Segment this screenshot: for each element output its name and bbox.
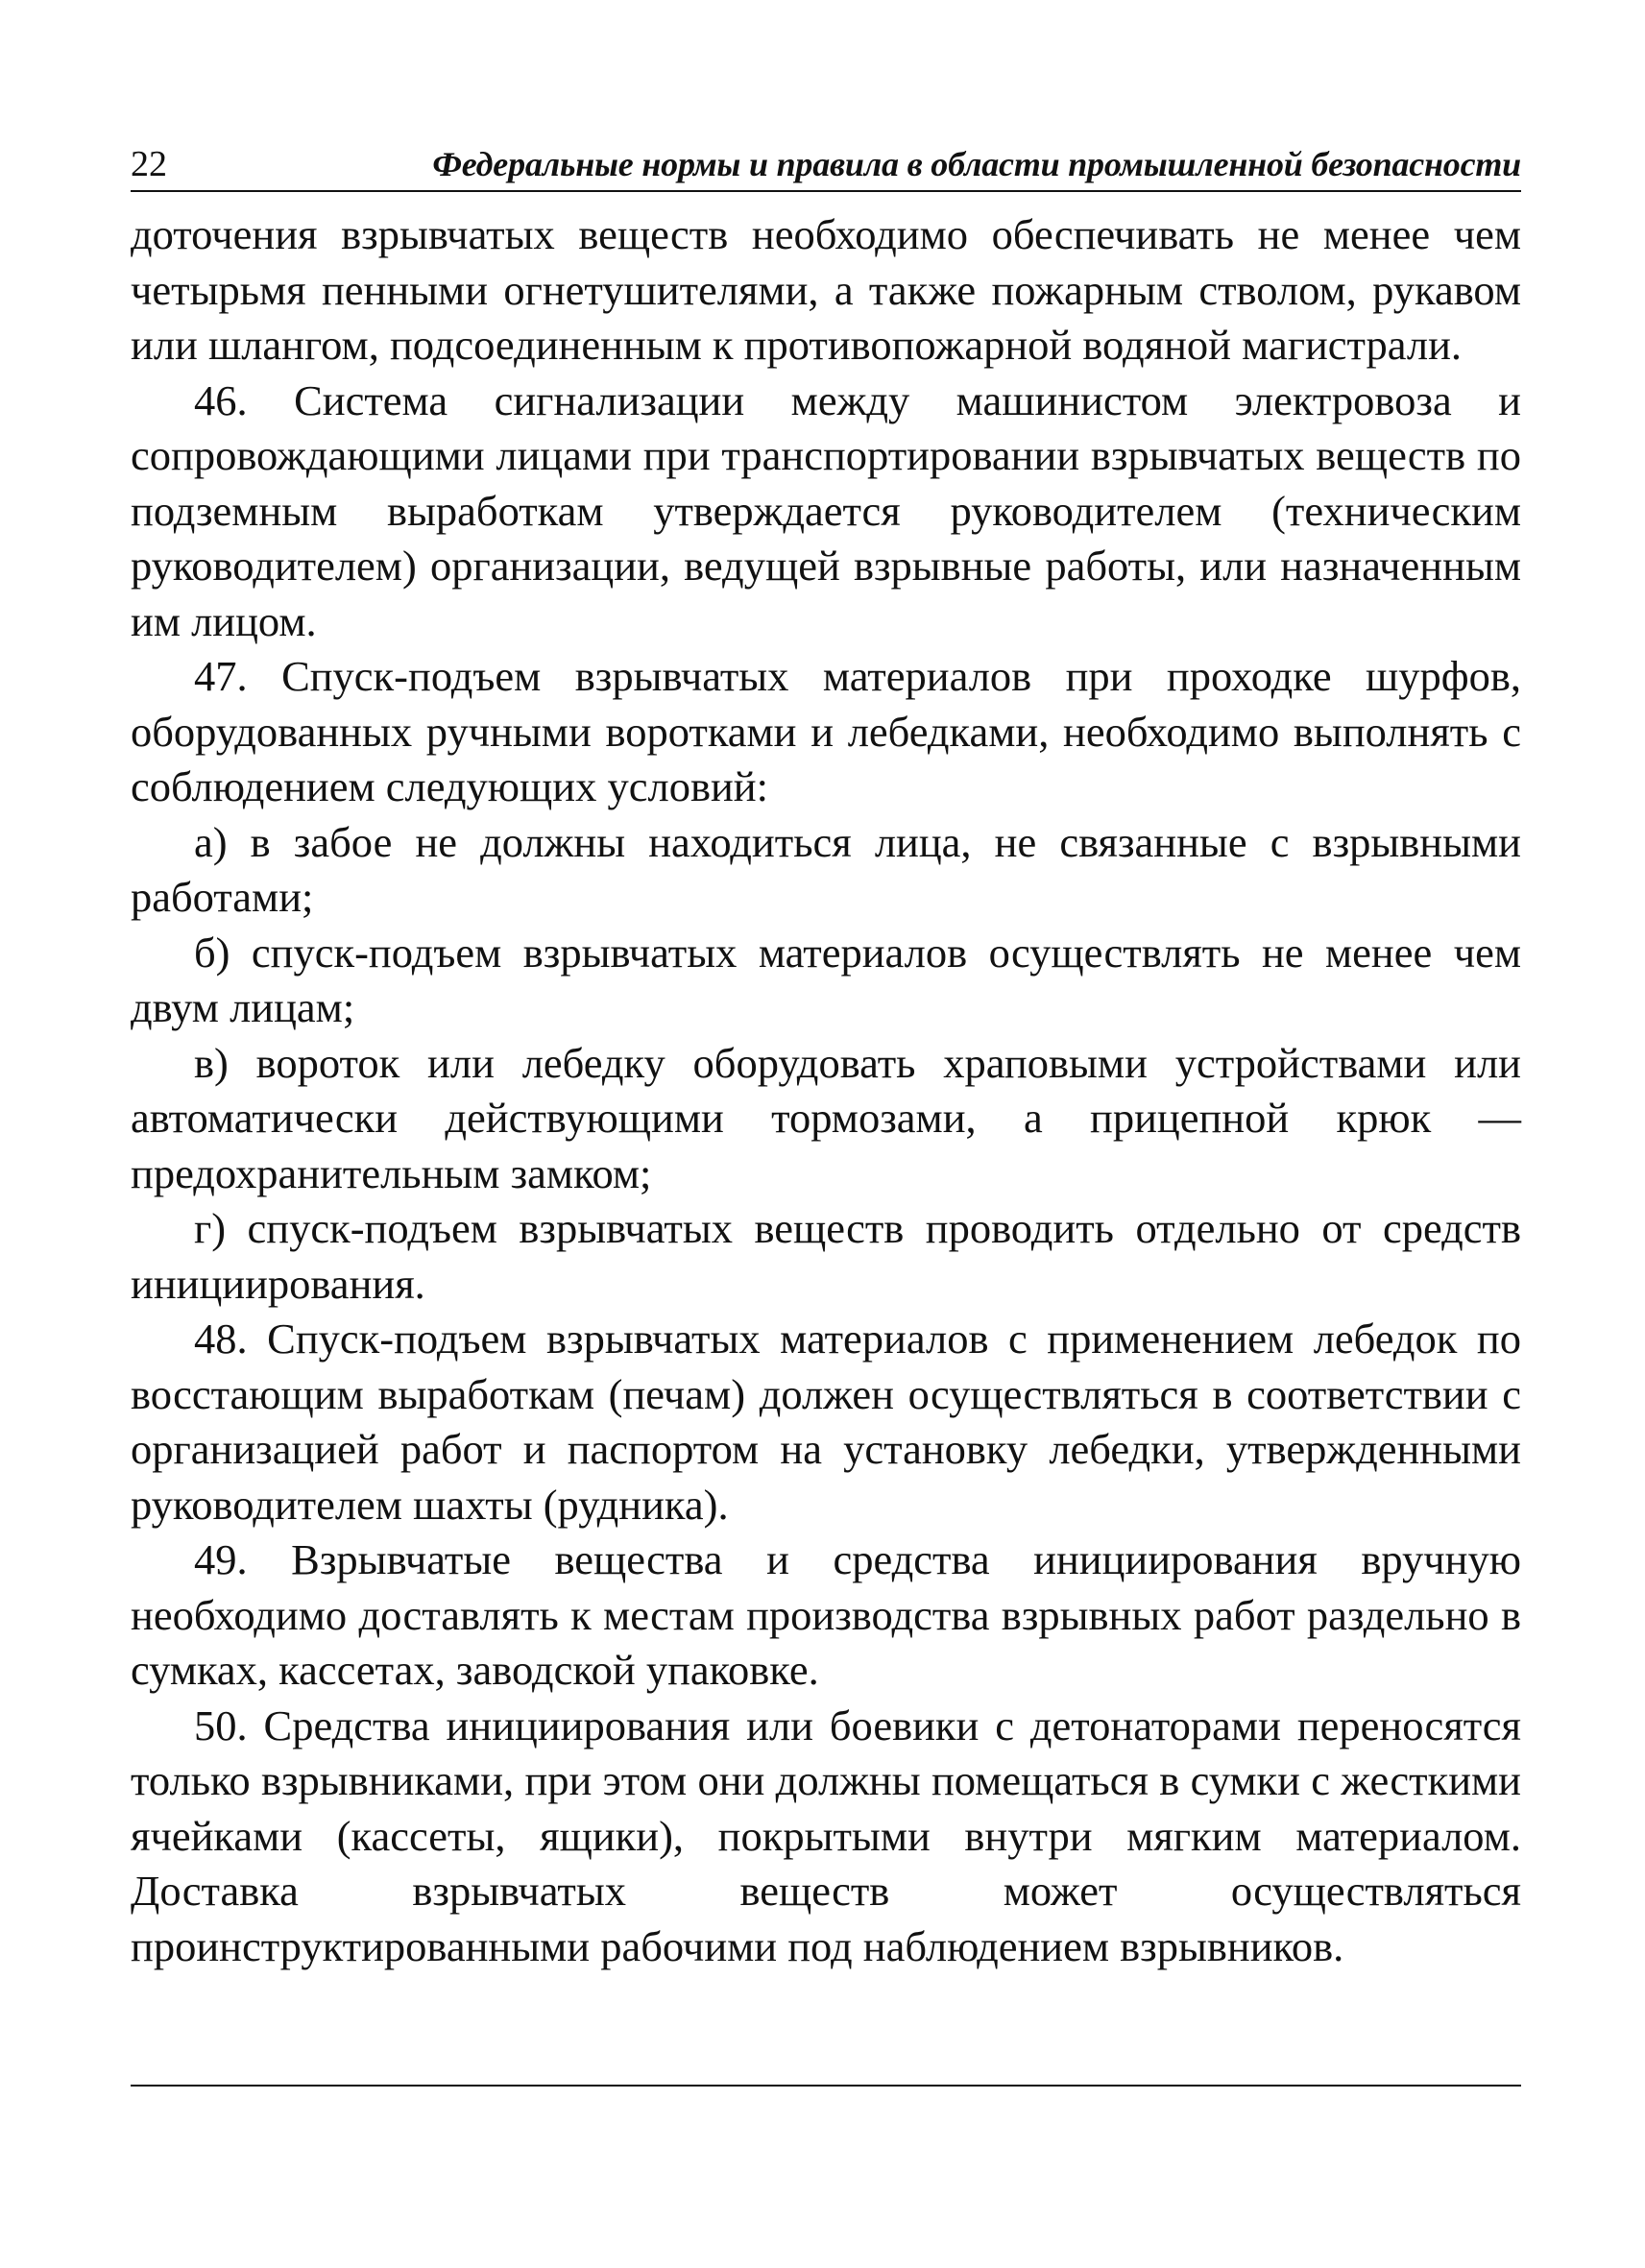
paragraph-46: 46. Система сигнализации между машинистом электровоза и сопровождающими лицами при транспортировании взрывчатых веществ по подземным выработкам утверждается руководителем (техническим руководителем) организации, ведущей взрывные работы, или назначенным им лицом. [131,375,1521,645]
book-page [131,144,1521,1974]
paragraph-47: 47. Спуск-подъем взрывчатых материалов при проходке шурфов, оборудованных ручными воротками и лебедками, необходимо выполнять с соблюдением следующих условий: [131,652,1521,810]
running-header [131,144,1521,192]
paragraph-47-v: в) вороток или лебедку оборудовать храповыми устройствами или автоматически действующими тормозами, а прицепной крюк — предохранительным замком; [131,1038,1521,1197]
paragraph-continuation: доточения взрывчатых веществ необходимо обеспечивать не менее чем четырьмя пенными огнетушителями, а также пожарным стволом, рукавом или шлангом, подсоединенным к противопожарной водяной магистрали. [131,210,1521,369]
running-title: Федеральные нормы и правила в области промышленной безопасности [432,145,1521,183]
footer-rule [131,2085,1521,2087]
paragraph-47-b: б) спуск-подъем взрывчатых материалов осуществлять не менее чем двум лицам; [131,928,1521,1031]
paragraph-47-g: г) спуск-подъем взрывчатых веществ проводить отдельно от средств инициирования. [131,1204,1521,1308]
paragraph-50: 50. Средства инициирования или боевики с детонаторами переносятся только взрывниками, при этом они должны помещаться в сумки с жесткими ячейками (кассеты, ящики), покрытыми внутри мягким материалом. Доставка взрывчатых веществ может осуществляться проинструктированными рабочими под наблюдением взрывников. [131,1701,1521,1970]
body-text [131,207,1521,1974]
paragraph-48: 48. Спуск-подъем взрывчатых материалов с применением лебедок по восстающим выработкам (печам) должен осуществляться в соответствии с организацией работ и паспортом на установку лебедки, утвержденными руководителем шахты (рудника). [131,1315,1521,1529]
paragraph-47-a: а) в забое не должны находиться лица, не связанные с взрывными работами; [131,817,1521,921]
paragraph-49: 49. Взрывчатые вещества и средства инициирования вручную необходимо доставлять к местам производства взрывных работ раздельно в сумках, кассетах, заводской упаковке. [131,1535,1521,1694]
page-number: 22 [131,144,167,184]
